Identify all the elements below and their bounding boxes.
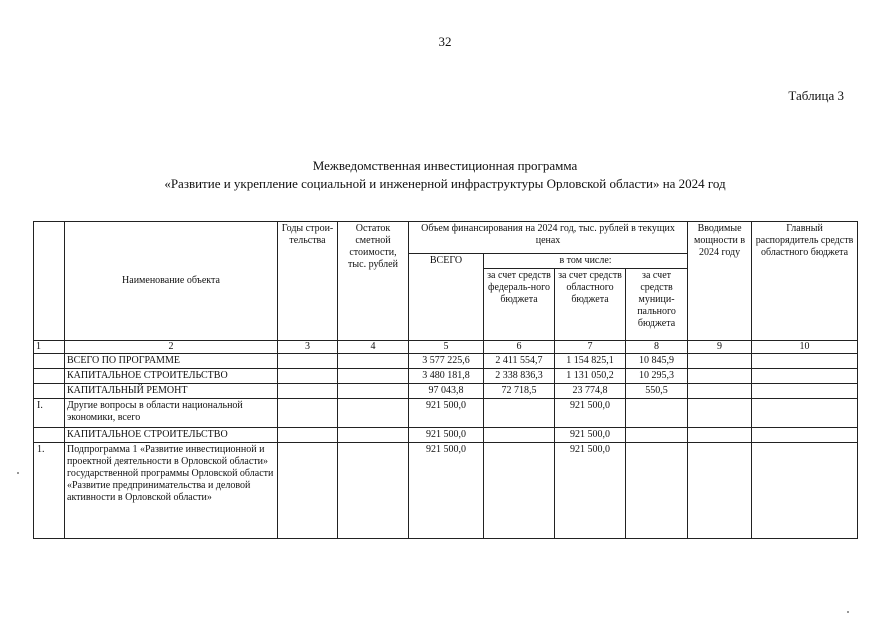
row-capacity	[688, 443, 752, 539]
row-years	[278, 384, 338, 399]
row-total: 921 500,0	[409, 399, 484, 428]
header-budget-manager: Главный распорядитель средств областного бюджета	[752, 222, 858, 341]
column-number: 10	[752, 341, 858, 354]
row-federal	[484, 399, 555, 428]
header-capacity: Вводимые мощности в 2024 году	[688, 222, 752, 341]
row-municipal: 10 845,9	[626, 354, 688, 369]
row-total: 3 480 181,8	[409, 369, 484, 384]
row-years	[278, 428, 338, 443]
column-number: 2	[65, 341, 278, 354]
header-years: Годы строи-тельства	[278, 222, 338, 341]
title-line: «Развитие и укрепление социальной и инженерной инфраструктуры Орловской области» на 2024 год	[164, 176, 726, 191]
document-title	[0, 157, 890, 193]
row-years	[278, 369, 338, 384]
row-total: 921 500,0	[409, 443, 484, 539]
row-name: КАПИТАЛЬНОЕ СТРОИТЕЛЬСТВО	[65, 428, 278, 443]
row-federal	[484, 443, 555, 539]
row-remaining-cost	[338, 369, 409, 384]
row-capacity	[688, 428, 752, 443]
header-including: в том числе:	[484, 254, 688, 269]
row-remaining-cost	[338, 384, 409, 399]
header-number-cell	[34, 222, 65, 341]
row-name: ВСЕГО ПО ПРОГРАММЕ	[65, 354, 278, 369]
row-regional: 1 154 825,1	[555, 354, 626, 369]
scan-speck	[17, 472, 19, 474]
row-municipal	[626, 428, 688, 443]
row-municipal	[626, 399, 688, 428]
row-number	[34, 369, 65, 384]
page-number: 32	[438, 34, 452, 49]
row-capacity	[688, 369, 752, 384]
row-capacity	[688, 399, 752, 428]
column-number: 8	[626, 341, 688, 354]
row-total: 97 043,8	[409, 384, 484, 399]
scan-speck	[847, 611, 849, 613]
row-years	[278, 443, 338, 539]
header-name: Наименование объекта	[65, 222, 278, 341]
row-federal: 72 718,5	[484, 384, 555, 399]
row-number	[34, 384, 65, 399]
column-number: 1	[34, 341, 65, 354]
row-municipal: 10 295,3	[626, 369, 688, 384]
column-number: 4	[338, 341, 409, 354]
header-funding: Объем финансирования на 2024 год, тыс. рублей в текущих ценах	[409, 222, 688, 254]
row-remaining-cost	[338, 443, 409, 539]
header-remaining-cost: Остаток сметной стоимости, тыс. рублей	[338, 222, 409, 341]
title-line: Межведомственная инвестиционная программа	[312, 158, 578, 173]
row-number	[34, 354, 65, 369]
row-regional: 921 500,0	[555, 428, 626, 443]
column-number: 3	[278, 341, 338, 354]
column-number: 7	[555, 341, 626, 354]
row-remaining-cost	[338, 399, 409, 428]
row-number	[34, 428, 65, 443]
row-municipal: 550,5	[626, 384, 688, 399]
row-name: Подпрограмма 1 «Развитие инвестиционной и проектной деятельности в Орловской области» государственной программы Орловской области «Развитие предпринимательства и деловой активности в Орловской области»	[65, 443, 278, 539]
column-number-row	[34, 341, 858, 354]
row-regional: 1 131 050,2	[555, 369, 626, 384]
row-budget-manager	[752, 354, 858, 369]
row-remaining-cost	[338, 354, 409, 369]
row-regional: 921 500,0	[555, 443, 626, 539]
investment-program-table	[33, 221, 858, 539]
row-budget-manager	[752, 443, 858, 539]
row-federal: 2 411 554,7	[484, 354, 555, 369]
row-budget-manager	[752, 384, 858, 399]
table-row	[34, 369, 858, 384]
row-name: Другие вопросы в области национальной экономики, всего	[65, 399, 278, 428]
row-years	[278, 399, 338, 428]
row-municipal	[626, 443, 688, 539]
column-number: 5	[409, 341, 484, 354]
header-regional: за счет средств областного бюджета	[555, 269, 626, 341]
table-row	[34, 443, 858, 539]
row-number: I.	[34, 399, 65, 428]
row-budget-manager	[752, 399, 858, 428]
row-federal	[484, 428, 555, 443]
row-remaining-cost	[338, 428, 409, 443]
header-total: ВСЕГО	[409, 254, 484, 341]
row-federal: 2 338 836,3	[484, 369, 555, 384]
column-number: 6	[484, 341, 555, 354]
row-capacity	[688, 354, 752, 369]
row-total: 921 500,0	[409, 428, 484, 443]
header-federal: за счет средств федераль-ного бюджета	[484, 269, 555, 341]
row-regional: 23 774,8	[555, 384, 626, 399]
row-name: КАПИТАЛЬНОЕ СТРОИТЕЛЬСТВО	[65, 369, 278, 384]
row-capacity	[688, 384, 752, 399]
table-row	[34, 354, 858, 369]
row-regional: 921 500,0	[555, 399, 626, 428]
table-row	[34, 399, 858, 428]
table-row	[34, 428, 858, 443]
row-years	[278, 354, 338, 369]
row-total: 3 577 225,6	[409, 354, 484, 369]
table-label: Таблица 3	[788, 88, 844, 103]
row-budget-manager	[752, 369, 858, 384]
table-row	[34, 384, 858, 399]
row-budget-manager	[752, 428, 858, 443]
row-number: 1.	[34, 443, 65, 539]
header-municipal: за счет средств муници-пального бюджета	[626, 269, 688, 341]
row-name: КАПИТАЛЬНЫЙ РЕМОНТ	[65, 384, 278, 399]
column-number: 9	[688, 341, 752, 354]
